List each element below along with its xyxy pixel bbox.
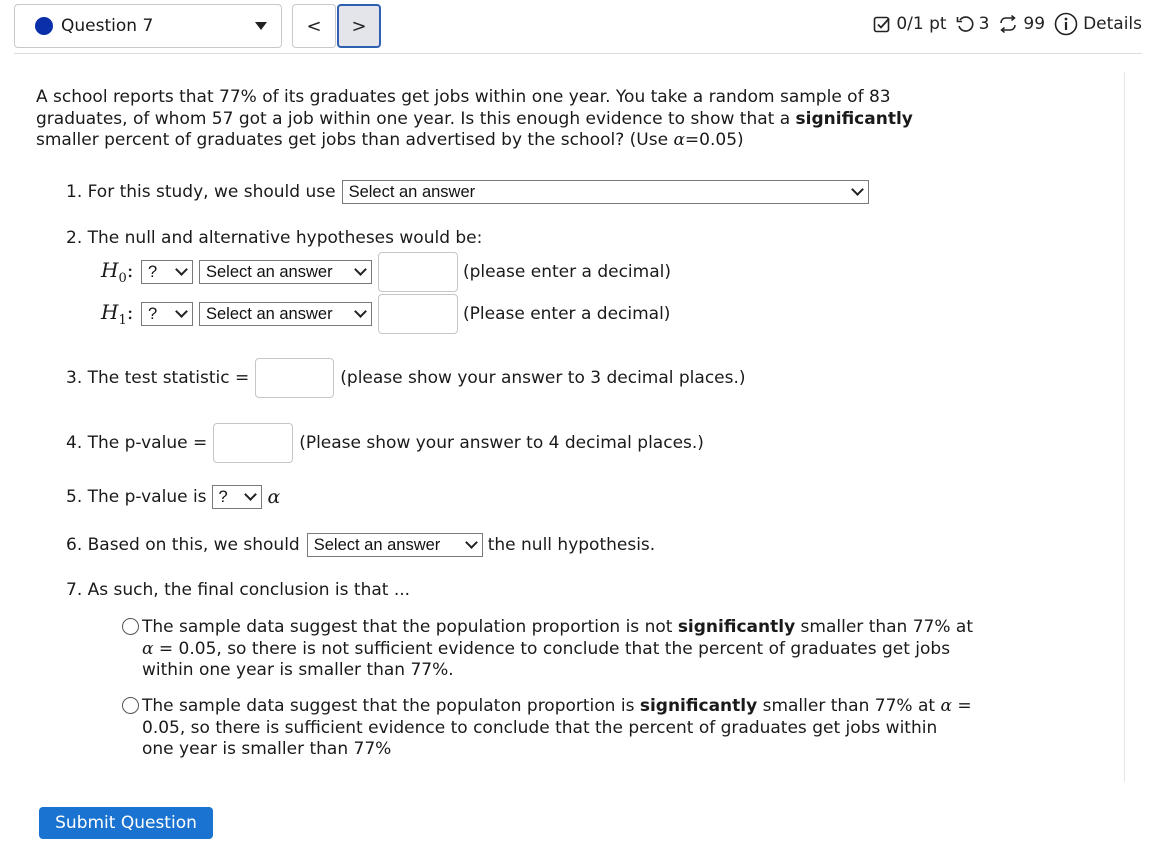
points-info bbox=[873, 14, 946, 34]
part-3 bbox=[66, 358, 746, 398]
h1-subscript: 1 bbox=[118, 313, 127, 328]
option-2-text-c: smaller than 77% at bbox=[757, 696, 941, 716]
chevron-down-icon bbox=[851, 183, 864, 196]
h1-hint: (Please enter a decimal) bbox=[463, 304, 671, 324]
question-line-1: A school reports that 77% of its graduates get jobs within one year. You take a random sample of 83 bbox=[36, 87, 891, 107]
checkbox-icon bbox=[873, 15, 891, 33]
chevron-down-icon bbox=[354, 263, 367, 276]
p-value-input[interactable] bbox=[213, 423, 293, 463]
option-2-line-3: one year is smaller than 77% bbox=[142, 739, 392, 759]
alternative-hypothesis-row bbox=[101, 294, 670, 334]
h1-relation-value: Select an answer bbox=[206, 304, 333, 323]
next-question-button[interactable]: > bbox=[337, 4, 381, 48]
alpha-symbol: α bbox=[142, 638, 154, 659]
attempts-info bbox=[956, 14, 990, 34]
h0-relation-value: Select an answer bbox=[206, 262, 333, 281]
decision-select[interactable] bbox=[307, 533, 483, 557]
sync-icon bbox=[998, 15, 1018, 33]
chevron-down-icon bbox=[175, 305, 188, 318]
header-divider bbox=[14, 53, 1142, 54]
h0-letter: H bbox=[101, 258, 119, 282]
h1-colon: : bbox=[126, 300, 134, 324]
radio-button[interactable] bbox=[122, 697, 139, 714]
test-type-select[interactable] bbox=[342, 180, 869, 204]
h1-letter: H bbox=[101, 300, 119, 324]
h1-symbol bbox=[101, 300, 141, 328]
part-6 bbox=[66, 533, 655, 557]
option-2-bold: significantly bbox=[639, 696, 758, 716]
radio-button[interactable] bbox=[122, 618, 139, 635]
part-4-label: 4. The p-value = bbox=[66, 433, 208, 453]
part-4 bbox=[66, 423, 704, 463]
alpha-symbol: α bbox=[940, 696, 952, 716]
part-7 bbox=[66, 580, 410, 600]
bold-significantly: significantly bbox=[795, 108, 913, 129]
option-1-line-2 bbox=[122, 639, 982, 661]
option-1-line-3: within one year is smaller than 77%. bbox=[142, 660, 454, 680]
p-value-comparison-select[interactable] bbox=[212, 485, 262, 509]
part-4-hint: (Please show your answer to 4 decimal places.) bbox=[299, 433, 704, 453]
part-5 bbox=[66, 485, 280, 509]
h1-parameter-value: ? bbox=[148, 304, 158, 323]
part-5-label: 5. The p-value is bbox=[66, 487, 207, 507]
h0-colon: : bbox=[126, 258, 134, 282]
question-line-2-text: graduates, of whom 57 got a job within one year. Is this enough evidence to show that a bbox=[36, 108, 796, 129]
retry-icon bbox=[956, 15, 974, 33]
conclusion-option-2[interactable] bbox=[122, 696, 982, 761]
question-meta bbox=[864, 12, 1142, 36]
alpha-symbol: α bbox=[673, 130, 685, 150]
option-2-line-1 bbox=[142, 696, 982, 718]
attempts-text: 3 bbox=[978, 14, 990, 34]
part-1-label: 1. For this study, we should use bbox=[66, 182, 336, 202]
option-1-bold: significantly bbox=[677, 617, 796, 637]
chevron-down-icon bbox=[175, 263, 188, 276]
part-3-hint: (please show your answer to 3 decimal places.) bbox=[340, 368, 746, 388]
chevron-down-icon bbox=[354, 305, 367, 318]
h0-parameter-value: ? bbox=[148, 262, 158, 281]
question-selector[interactable] bbox=[14, 4, 282, 48]
question-line-3-text: smaller percent of graduates get jobs than advertised by the school? (Use bbox=[36, 130, 674, 150]
test-statistic-input[interactable] bbox=[255, 358, 334, 398]
question-label: Question 7 bbox=[61, 16, 154, 36]
previous-question-button[interactable]: < bbox=[292, 4, 336, 48]
question-status-dot bbox=[35, 17, 53, 35]
option-1-text-a: The sample data suggest that the population proportion is not bbox=[142, 617, 678, 637]
part-6-label: 6. Based on this, we should bbox=[66, 535, 300, 555]
option-2-text-d: = bbox=[951, 696, 972, 716]
question-text bbox=[36, 87, 936, 152]
test-type-select-value: Select an answer bbox=[348, 182, 476, 201]
option-2-text-a: The sample data suggest that the populaton proportion is bbox=[142, 696, 640, 716]
h0-subscript: 0 bbox=[118, 271, 127, 286]
question-line-3 bbox=[36, 130, 936, 152]
h0-relation-select[interactable] bbox=[199, 260, 372, 284]
decision-select-value: Select an answer bbox=[313, 535, 441, 554]
h0-hint: (please enter a decimal) bbox=[463, 262, 671, 282]
null-hypothesis-row bbox=[101, 252, 671, 292]
h0-value-input[interactable] bbox=[378, 252, 458, 292]
part-1 bbox=[66, 180, 869, 204]
chevron-down-icon bbox=[465, 536, 478, 549]
part-2 bbox=[66, 228, 482, 248]
question-line-2 bbox=[36, 109, 936, 131]
part-6-tail: the null hypothesis. bbox=[487, 535, 656, 555]
submissions-info bbox=[998, 14, 1045, 34]
points-text: 0/1 pt bbox=[896, 14, 947, 34]
part-7-label: 7. As such, the final conclusion is that ... bbox=[66, 580, 411, 600]
h1-parameter-select[interactable] bbox=[141, 302, 193, 326]
option-1-text-d: = 0.05, so there is not sufficient evidence to conclude that the percent of graduates get jobs bbox=[153, 638, 951, 659]
info-icon bbox=[1054, 12, 1078, 36]
conclusion-option-1[interactable] bbox=[122, 617, 982, 682]
option-1-line-1 bbox=[142, 617, 982, 639]
option-1-text-c: smaller than 77% at bbox=[795, 617, 974, 637]
details-link[interactable] bbox=[1054, 12, 1142, 36]
p-value-comparison-value: ? bbox=[218, 487, 228, 506]
submissions-text: 99 bbox=[1023, 14, 1046, 34]
chevron-down-icon bbox=[244, 488, 257, 501]
alpha-value: =0.05) bbox=[684, 130, 744, 150]
h1-relation-select[interactable] bbox=[199, 302, 372, 326]
submit-question-button[interactable]: Submit Question bbox=[39, 807, 213, 839]
option-2-line-2: 0.05, so there is sufficient evidence to conclude that the percent of graduates get jobs within bbox=[142, 717, 938, 738]
caret-down-icon bbox=[255, 22, 267, 30]
part-2-label: 2. The null and alternative hypotheses would be: bbox=[66, 228, 483, 248]
alpha-symbol: α bbox=[267, 486, 281, 508]
h1-value-input[interactable] bbox=[378, 294, 458, 334]
details-text: Details bbox=[1083, 14, 1142, 34]
part-3-label: 3. The test statistic = bbox=[66, 368, 250, 388]
h0-parameter-select[interactable] bbox=[141, 260, 193, 284]
right-divider bbox=[1124, 72, 1125, 782]
h0-symbol bbox=[101, 258, 141, 286]
